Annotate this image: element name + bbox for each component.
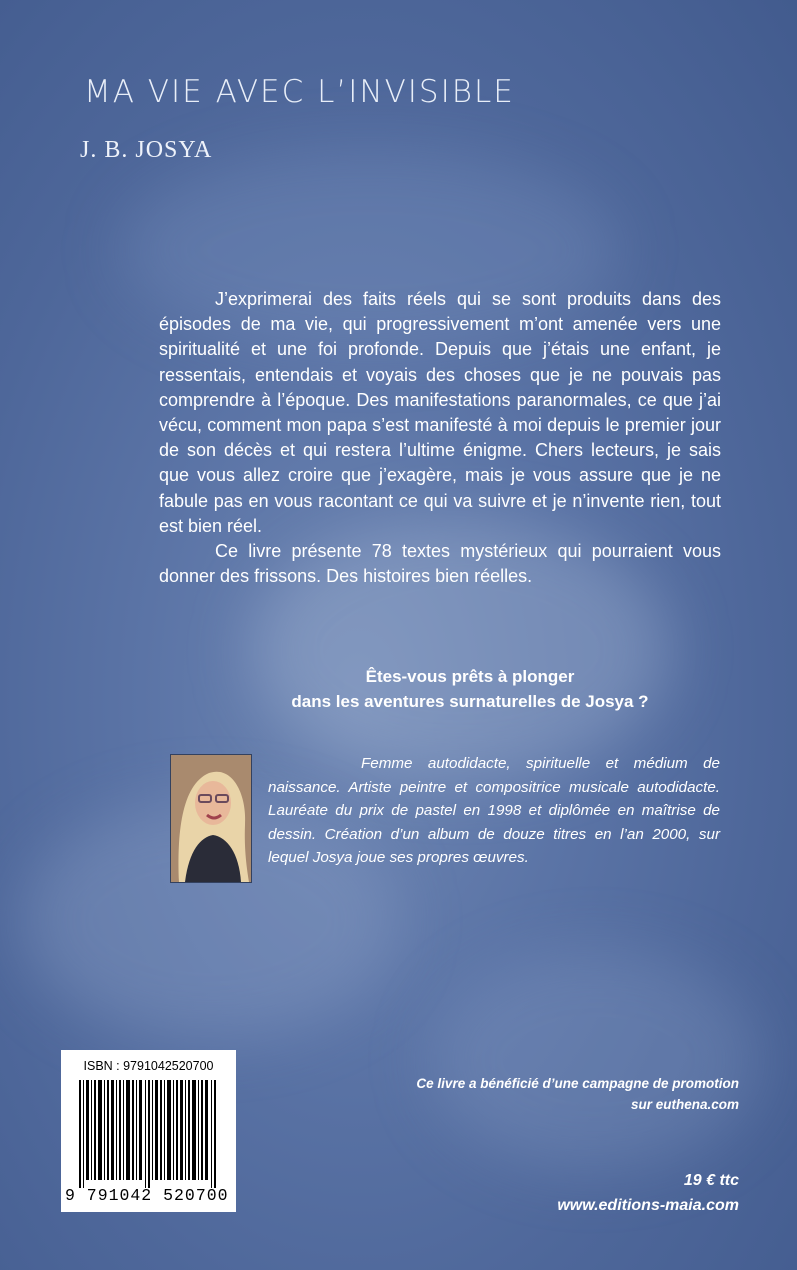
cloud-shape bbox=[430, 950, 760, 1170]
promo-note bbox=[379, 1073, 739, 1115]
price: 19 € ttc bbox=[683, 1172, 739, 1189]
author-portrait-icon bbox=[171, 755, 251, 882]
author-name: J. B. JOSYA bbox=[80, 137, 213, 163]
teaser-line: Êtes-vous prêts à plonger bbox=[365, 667, 575, 686]
teaser-line: dans les aventures surnaturelles de Josya ? bbox=[291, 692, 649, 711]
blurb-paragraph: Ce livre présente 78 textes mystérieux qui pourraient vous donner des frissons. Des histoires bien réelles. bbox=[159, 541, 721, 587]
barcode-icon bbox=[79, 1080, 219, 1188]
book-title: MA VIE AVEC L’INVISIBLE bbox=[84, 74, 515, 110]
teaser-question bbox=[159, 664, 721, 714]
promo-line: sur euthena.com bbox=[630, 1097, 739, 1112]
author-photo bbox=[170, 754, 252, 883]
promo-line: Ce livre a bénéficié d’une campagne de promotion bbox=[416, 1076, 739, 1091]
publisher-website: www.editions-maia.com bbox=[557, 1197, 739, 1214]
blurb-paragraph: J’exprimerai des faits réels qui se sont produits dans des épisodes de ma vie, qui progressivement m’ont amenée vers une spiritualité et une foi profonde. Depuis que j’étais une enfant, je ressentais, entendais et voyais des choses que je ne pouvais pas comprendre à l’époque. Des manifestations paranormales, ce que j’ai vécu, comment mon papa s’est manifesté à moi depuis le premier jour de son décès et qui restera l’ultime énigme. Chers lecteurs, je sais que vous allez croire que j’exagère, mais je vous assure que je ne fabule pas en vous racontant ce qui va suivre et je n’invente rien, tout est bien réel. bbox=[159, 289, 721, 536]
book-blurb bbox=[159, 287, 721, 589]
bio-text: Femme autodidacte, spirituelle et médium de naissance. Artiste peintre et compositrice musicale autodidacte. Lauréate du prix de pastel en 1998 et diplômée en maîtrise de dessin. Création d’un album de douze titres en l’an 2000, sur lequel Josya joue ses propres œuvres. bbox=[268, 755, 720, 866]
barcode-digits: 9 791042 520700 bbox=[65, 1186, 229, 1205]
isbn-label: ISBN : 9791042520700 bbox=[83, 1059, 214, 1073]
barcode-block bbox=[61, 1050, 236, 1212]
author-biography bbox=[268, 752, 720, 870]
